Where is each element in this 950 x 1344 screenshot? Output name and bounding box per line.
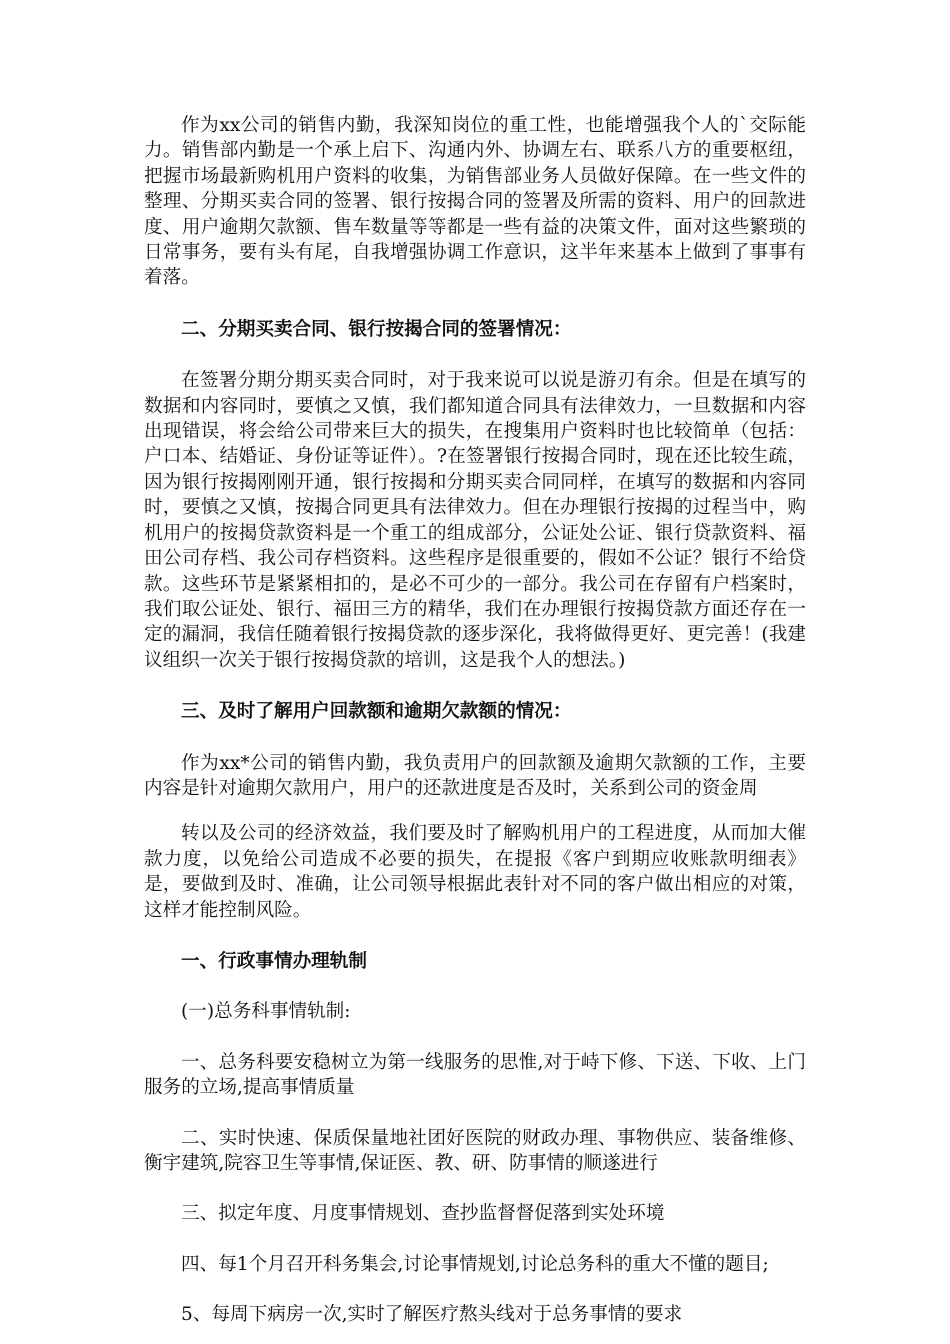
- list-item-weekly-ward-visit: 5、每周下病房一次,实时了解医疗熬头线对于总务事情的要求: [181, 1304, 683, 1326]
- document-body: [144, 113, 806, 1328]
- paragraph-general-affairs-system: (一)总务科事情轨制:: [181, 1001, 351, 1023]
- list-item-frontline-service: 一、总务科要安稳树立为第一线服务的思惟,对于峙下修、下送、下收、上门服务的立场,提高事情质量: [144, 1051, 806, 1099]
- heading-contract-signing: 二、分期买卖合同、银行按揭合同的签署情况：: [181, 318, 572, 340]
- heading-payment-tracking: 三、及时了解用户回款额和逾期欠款额的情况：: [181, 701, 572, 723]
- heading-administrative-system: 一、行政事情办理轨制: [181, 950, 367, 972]
- paragraph-sales-assistant-role: 作为xx公司的销售内勤，我深知岗位的重工性，也能增强我个人的`交际能力。销售部内勤是一个承上启下、沟通内外、协调左右、联系八方的重要枢纽，把握市场最新购机用户资料的收集，为销售部业务人员做好保障。在一些文件的整理、分期买卖合同的签署、银行按揭合同的签署及所需的资料、用户的回款进度、用户逾期欠款额、售车数量等等都是一些有益的决策文件，面对这些繁琐的日常事务，要有头有尾，自我增强协调工作意识，这半年来基本上做到了事事有着落。: [144, 115, 806, 289]
- list-item-annual-planning: 三、拟定年度、月度事情规划、查抄监督督促落到实处环境: [181, 1203, 665, 1225]
- list-item-monthly-meeting: 四、每1个月召开科务集会,讨论事情规划,讨论总务科的重大不懂的题目;: [181, 1253, 769, 1275]
- paragraph-contract-signing: 在签署分期分期买卖合同时，对于我来说可以说是游刃有余。但是在填写的数据和内容同时，要慎之又慎，我们都知道合同具有法律效力，一旦数据和内容出现错误，将会给公司带来巨大的损失，在搜集用户资料时也比较简单（包括：户口本、结婚证、身份证等证件）。?在签署银行按揭合同时，现在还比较生疏，因为银行按揭刚刚开通，银行按揭和分期买卖合同同样，在填写的数据和内容同时，要慎之又慎，按揭合同更具有法律效力。但在办理银行按揭的过程当中，购机用户的按揭贷款资料是一个重工的组成部分，公证处公证、银行贷款资料、福田公司存档、我公司存档资料。这些程序是很重要的，假如不公证？银行不给贷款。这些环节是紧紧相扣的，是必不可少的一部分。我公司在存留有户档案时，我们取公证处、银行、福田三方的精华，我们在办理银行按揭贷款方面还存在一定的漏洞，我信任随着银行按揭贷款的逐步深化，我将做得更好、更完善！(我建议组织一次关于银行按揭贷款的培训，这是我个人的想法。): [144, 370, 806, 671]
- paragraph-payment-tracking-continued: 转以及公司的经济效益，我们要及时了解购机用户的工程进度，从而加大催款力度，以免给公司造成不必要的损失，在提报《客户到期应收账款明细表》是，要做到及时、准确，让公司领导根据此表针对不同的客户做出相应的对策，这样才能控制风险。: [144, 823, 806, 921]
- paragraph-payment-tracking: 作为xx*公司的销售内勤，我负责用户的回款额及逾期欠款额的工作，主要内容是针对逾期欠款用户，用户的还款进度是否及时，关系到公司的资金周: [144, 752, 806, 799]
- list-item-hospital-logistics: 二、实时快速、保质保量地社团好医院的财政办理、事物供应、装备维修、衡宇建筑,院容卫生等事情,保证医、教、研、防事情的顺遂进行: [144, 1127, 806, 1174]
